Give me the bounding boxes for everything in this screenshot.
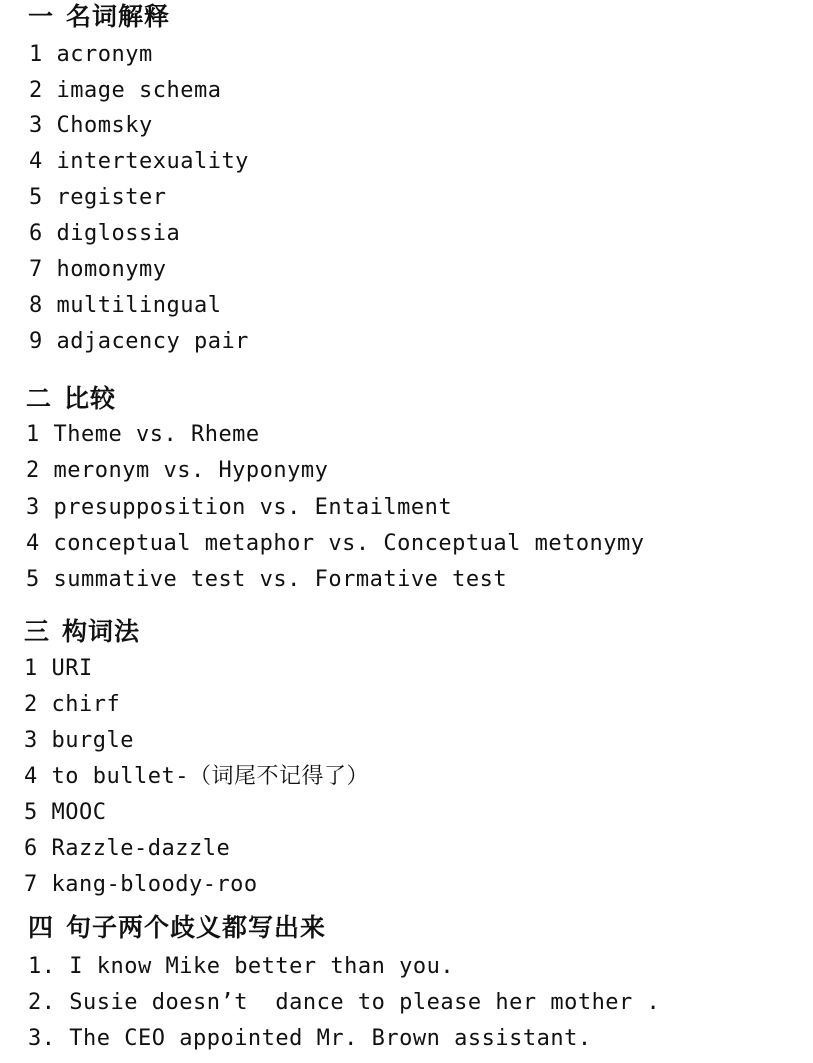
section-number: 四 <box>28 913 55 942</box>
item-index: 5 <box>26 567 40 592</box>
list-item <box>29 328 249 356</box>
item-text: to bullet-（词尾不记得了） <box>51 764 369 789</box>
item-index: 7 <box>29 257 43 282</box>
item-index: 3 <box>24 728 38 753</box>
section-heading-2 <box>26 384 116 414</box>
list-item <box>24 799 106 827</box>
list-item <box>24 727 134 755</box>
list-item <box>24 655 93 683</box>
item-text: conceptual metaphor vs. Conceptual metonymy <box>53 531 645 556</box>
item-text: MOOC <box>51 800 107 825</box>
item-text: summative test vs. Formative test <box>53 567 508 592</box>
list-item <box>29 41 153 69</box>
list-item <box>26 494 452 522</box>
list-item <box>24 835 230 863</box>
section-heading-3 <box>24 617 140 647</box>
item-text: register <box>56 185 167 210</box>
item-index: 5 <box>29 185 43 210</box>
item-text: acronym <box>56 42 153 67</box>
list-item <box>24 691 120 719</box>
section-title: 比较 <box>64 384 117 413</box>
item-text: intertexuality <box>56 149 249 174</box>
item-index: 3 <box>29 113 43 138</box>
item-text: chirf <box>51 692 121 717</box>
item-index: 4 <box>29 149 43 174</box>
item-index: 1. <box>28 954 56 979</box>
item-index: 2 <box>29 78 43 103</box>
item-text: burgle <box>51 728 134 753</box>
list-item <box>29 292 221 320</box>
item-index: 2 <box>26 458 40 483</box>
list-item <box>29 220 180 248</box>
item-index: 1 <box>26 422 40 447</box>
item-text: The CEO appointed Mr. Brown assistant. <box>69 1026 592 1051</box>
list-item <box>29 77 221 105</box>
item-text: Chomsky <box>56 113 153 138</box>
item-text: Theme vs. Rheme <box>53 422 260 447</box>
list-item <box>29 112 153 140</box>
item-index: 1 <box>24 656 38 681</box>
item-index: 5 <box>24 800 38 825</box>
item-index: 6 <box>24 836 38 861</box>
list-item <box>24 871 258 899</box>
section-number: 二 <box>26 384 53 413</box>
item-index: 3. <box>28 1026 56 1051</box>
list-item <box>29 148 249 176</box>
item-text: Susie doesn’t dance to please her mother . <box>69 990 661 1015</box>
item-text: diglossia <box>56 221 181 246</box>
list-item <box>26 421 260 449</box>
list-item <box>28 953 454 981</box>
section-title: 构词法 <box>62 617 141 646</box>
section-number: 一 <box>28 2 55 31</box>
item-text: I know Mike better than you. <box>69 954 455 979</box>
list-item <box>28 1025 592 1053</box>
list-item <box>29 184 166 212</box>
item-index: 6 <box>29 221 43 246</box>
item-text: kang-bloody-roo <box>51 872 258 897</box>
section-title: 名词解释 <box>66 2 171 31</box>
item-index: 4 <box>26 531 40 556</box>
item-text: Razzle-dazzle <box>51 836 231 861</box>
item-index: 1 <box>29 42 43 67</box>
section-title: 句子两个歧义都写出来 <box>66 913 327 942</box>
section-heading-4 <box>28 913 326 943</box>
item-text: image schema <box>56 78 222 103</box>
item-text: URI <box>51 656 93 681</box>
list-item <box>26 566 507 594</box>
item-index: 2 <box>24 692 38 717</box>
list-item <box>26 457 328 485</box>
item-index: 2. <box>28 990 56 1015</box>
item-index: 8 <box>29 293 43 318</box>
section-number: 三 <box>24 617 51 646</box>
item-text: presupposition vs. Entailment <box>53 495 453 520</box>
item-text: adjacency pair <box>56 329 249 354</box>
list-item <box>24 763 369 791</box>
item-index: 4 <box>24 764 38 789</box>
item-text: multilingual <box>56 293 222 318</box>
item-index: 3 <box>26 495 40 520</box>
item-text: meronym vs. Hyponymy <box>53 458 329 483</box>
list-item <box>26 530 645 558</box>
item-index: 9 <box>29 329 43 354</box>
list-item <box>29 256 166 284</box>
list-item <box>28 989 660 1017</box>
item-text: homonymy <box>56 257 167 282</box>
item-index: 7 <box>24 872 38 897</box>
section-heading-1 <box>28 2 170 32</box>
